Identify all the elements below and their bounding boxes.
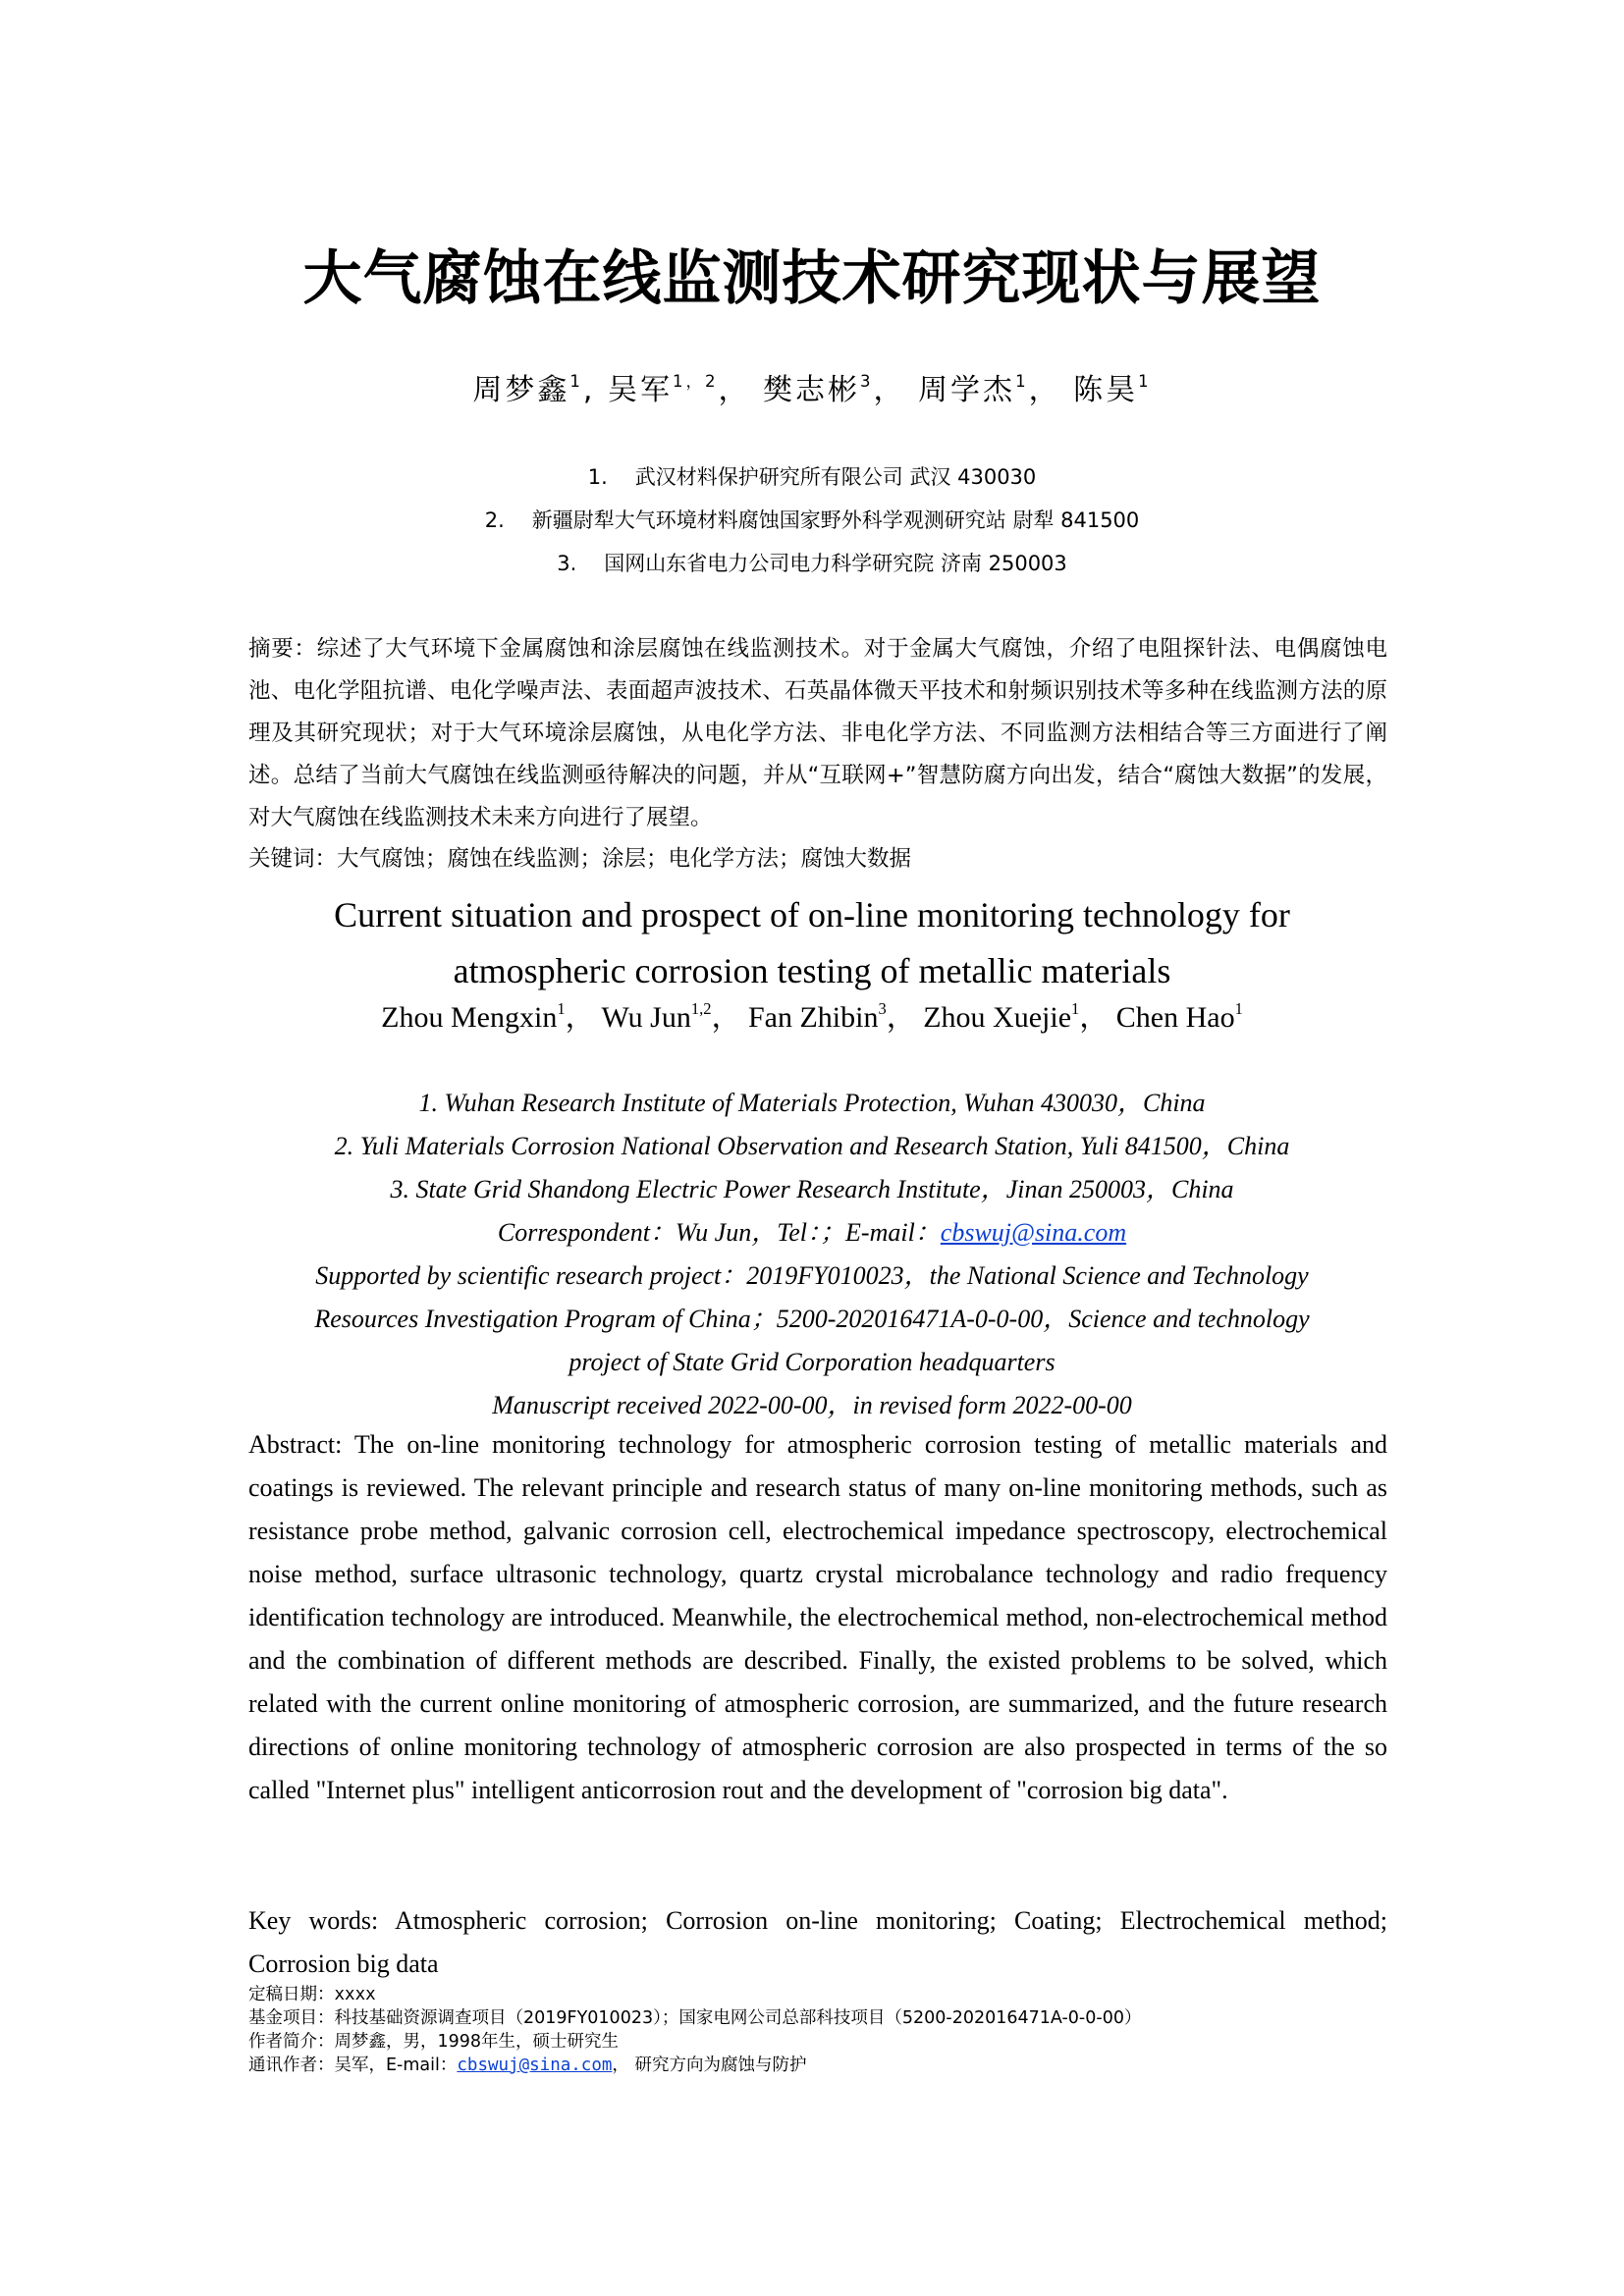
affiliations-english xyxy=(0,1082,1624,1427)
abstract-english: Abstract: The on-line monitoring technology for atmospheric corrosion testing of metallic materials and coatings is reviewed. The relevant principle and research status of many on-line monitoring methods, such as resistance probe method, galvanic corrosion cell, electrochemical impedance spectroscopy, electrochemical noise method, surface ultrasonic technology, quartz crystal microbalance technology and radio frequency identification technology are introduced. Meanwhile, the electrochemical method, non-electrochemical method and the combination of different methods are described. Finally, the existed problems to be solved, which related with the current online monitoring of atmospheric corrosion, are summarized, and the future research directions of online monitoring technology of atmospheric corrosion are also prospected in terms of the so called "Internet plus" intelligent anticorrosion rout and the development of "corrosion big data". xyxy=(248,1430,1387,1804)
footnote-contact-suffix: ， 研究方向为腐蚀与防护 xyxy=(612,2056,807,2075)
author-affiliation-mark: 1 xyxy=(1234,998,1243,1018)
author-affiliation-mark: 1,2 xyxy=(690,998,712,1018)
support-line: Supported by scientific research project：2019FY010023，the National Science and Technology xyxy=(315,1261,1309,1290)
author-name: Zhou Mengxin xyxy=(381,1001,558,1034)
author-name: Wu Jun xyxy=(601,1001,691,1034)
author-affiliation-mark: 1，2 xyxy=(672,371,719,391)
support-line: project of State Grid Corporation headquarters xyxy=(568,1348,1056,1376)
author-name: 周学杰 xyxy=(918,373,1016,407)
author-name: 陈昊 xyxy=(1073,373,1139,407)
author-affiliation-mark: 1 xyxy=(569,371,583,391)
author-affiliation-mark: 3 xyxy=(860,371,874,391)
author-affiliation-mark: 1 xyxy=(1138,371,1152,391)
keywords-english: Key words: Atmospheric corrosion; Corrosion on-line monitoring; Coating; Electrochemical method; Corrosion big data xyxy=(248,1906,1387,1978)
author-affiliation-mark: 1 xyxy=(1071,998,1080,1018)
manuscript-dates: Manuscript received 2022-00-00，in revised form 2022-00-00 xyxy=(492,1391,1132,1419)
authors-english xyxy=(0,992,1624,1036)
title-english-line: atmospheric corrosion testing of metallic materials xyxy=(453,951,1171,990)
author-separator: ， xyxy=(886,1001,916,1034)
author-name: Zhou Xuejie xyxy=(923,1001,1072,1034)
affiliation-chinese xyxy=(0,461,1624,491)
footnote-author-intro: 作者简介：周梦鑫，男，1998年生，硕士研究生 xyxy=(248,2032,620,2052)
title-chinese: 大气腐蚀在线监测技术研究现状与展望 xyxy=(302,244,1322,313)
footnote-contact-label: 通讯作者：吴军，E-mail： xyxy=(248,2056,458,2075)
author-separator: ， xyxy=(711,1001,741,1034)
title-english xyxy=(0,887,1624,999)
affiliation-chinese xyxy=(0,548,1624,577)
affiliation-text: 国网山东省电力公司电力科学研究院 济南 250003 xyxy=(604,552,1067,575)
footnote-fund: 基金项目：科技基础资源调查项目（2019FY010023）；国家电网公司总部科技项目（5200-202016471A-0-0-00） xyxy=(248,2008,1142,2028)
author-separator: , xyxy=(582,373,596,407)
affiliation-chinese xyxy=(0,505,1624,534)
affiliation-english-line: 3. State Grid Shandong Electric Power Research Institute，Jinan 250003，China xyxy=(390,1175,1234,1203)
affiliation-english-line: 1. Wuhan Research Institute of Materials Protection, Wuhan 430030，China xyxy=(418,1089,1206,1117)
affiliation-number: 2. xyxy=(484,508,505,532)
keywords-chinese: 关键词：大气腐蚀；腐蚀在线监测；涂层；电化学方法；腐蚀大数据 xyxy=(248,846,912,872)
footnote-date xyxy=(248,1983,1427,2006)
affiliation-number: 3. xyxy=(557,552,577,575)
author-name: Fan Zhibin xyxy=(747,1001,879,1034)
author-affiliation-mark: 3 xyxy=(878,998,887,1018)
author-separator: ， xyxy=(1079,1001,1110,1034)
correspondent-email-link[interactable]: cbswuj@sina.com xyxy=(940,1218,1127,1247)
footnote-date-value: xxxx xyxy=(334,1985,376,2004)
author-separator: ， xyxy=(565,1001,595,1034)
author-separator: ， xyxy=(1028,373,1061,407)
authors-chinese xyxy=(0,365,1624,408)
affiliation-number: 1. xyxy=(587,465,608,489)
title-english-line: Current situation and prospect of on-line monitoring technology for xyxy=(334,895,1290,934)
support-line: Resources Investigation Program of China；5200-202016471A-0-0-00，Science and technology xyxy=(314,1305,1310,1333)
affiliation-english-line: 2. Yuli Materials Corrosion National Observation and Research Station, Yuli 841500，China xyxy=(334,1132,1290,1160)
affiliation-text: 新疆尉犁大气环境材料腐蚀国家野外科学观测研究站 尉犁 841500 xyxy=(531,508,1140,532)
correspondent-line xyxy=(0,1211,1624,1255)
author-name: 吴军 xyxy=(607,373,673,407)
author-name: Chen Hao xyxy=(1115,1001,1235,1034)
author-affiliation-mark: 1 xyxy=(1015,371,1029,391)
author-separator: ， xyxy=(718,373,751,407)
author-name: 周梦鑫 xyxy=(472,373,570,407)
correspondent-label: Correspondent：Wu Jun，Tel：；E-mail： xyxy=(497,1218,941,1247)
footnote-contact xyxy=(248,2054,1427,2077)
author-name: 樊志彬 xyxy=(763,373,861,407)
footnote-email-link[interactable]: cbswuj@sina.com xyxy=(457,2056,613,2075)
footnote-date-label: 定稿日期： xyxy=(248,1985,335,2004)
abstract-chinese: 摘要：综述了大气环境下金属腐蚀和涂层腐蚀在线监测技术。对于金属大气腐蚀，介绍了电阻探针法、电偶腐蚀电池、电化学阻抗谱、电化学噪声法、表面超声波技术、石英晶体微天平技术和射频识别技术等多种在线监测方法的原理及其研究现状；对于大气环境涂层腐蚀，从电化学方法、非电化学方法、不同监测方法相结合等三方面进行了阐述。总结了当前大气腐蚀在线监测亟待解决的问题，并从“互联网+”智慧防腐方向出发，结合“腐蚀大数据”的发展，对大气腐蚀在线监测技术未来方向进行了展望。 xyxy=(248,636,1387,830)
author-separator: ， xyxy=(873,373,906,407)
affiliation-text: 武汉材料保护研究所有限公司 武汉 430030 xyxy=(634,465,1037,489)
author-affiliation-mark: 1 xyxy=(557,998,566,1018)
